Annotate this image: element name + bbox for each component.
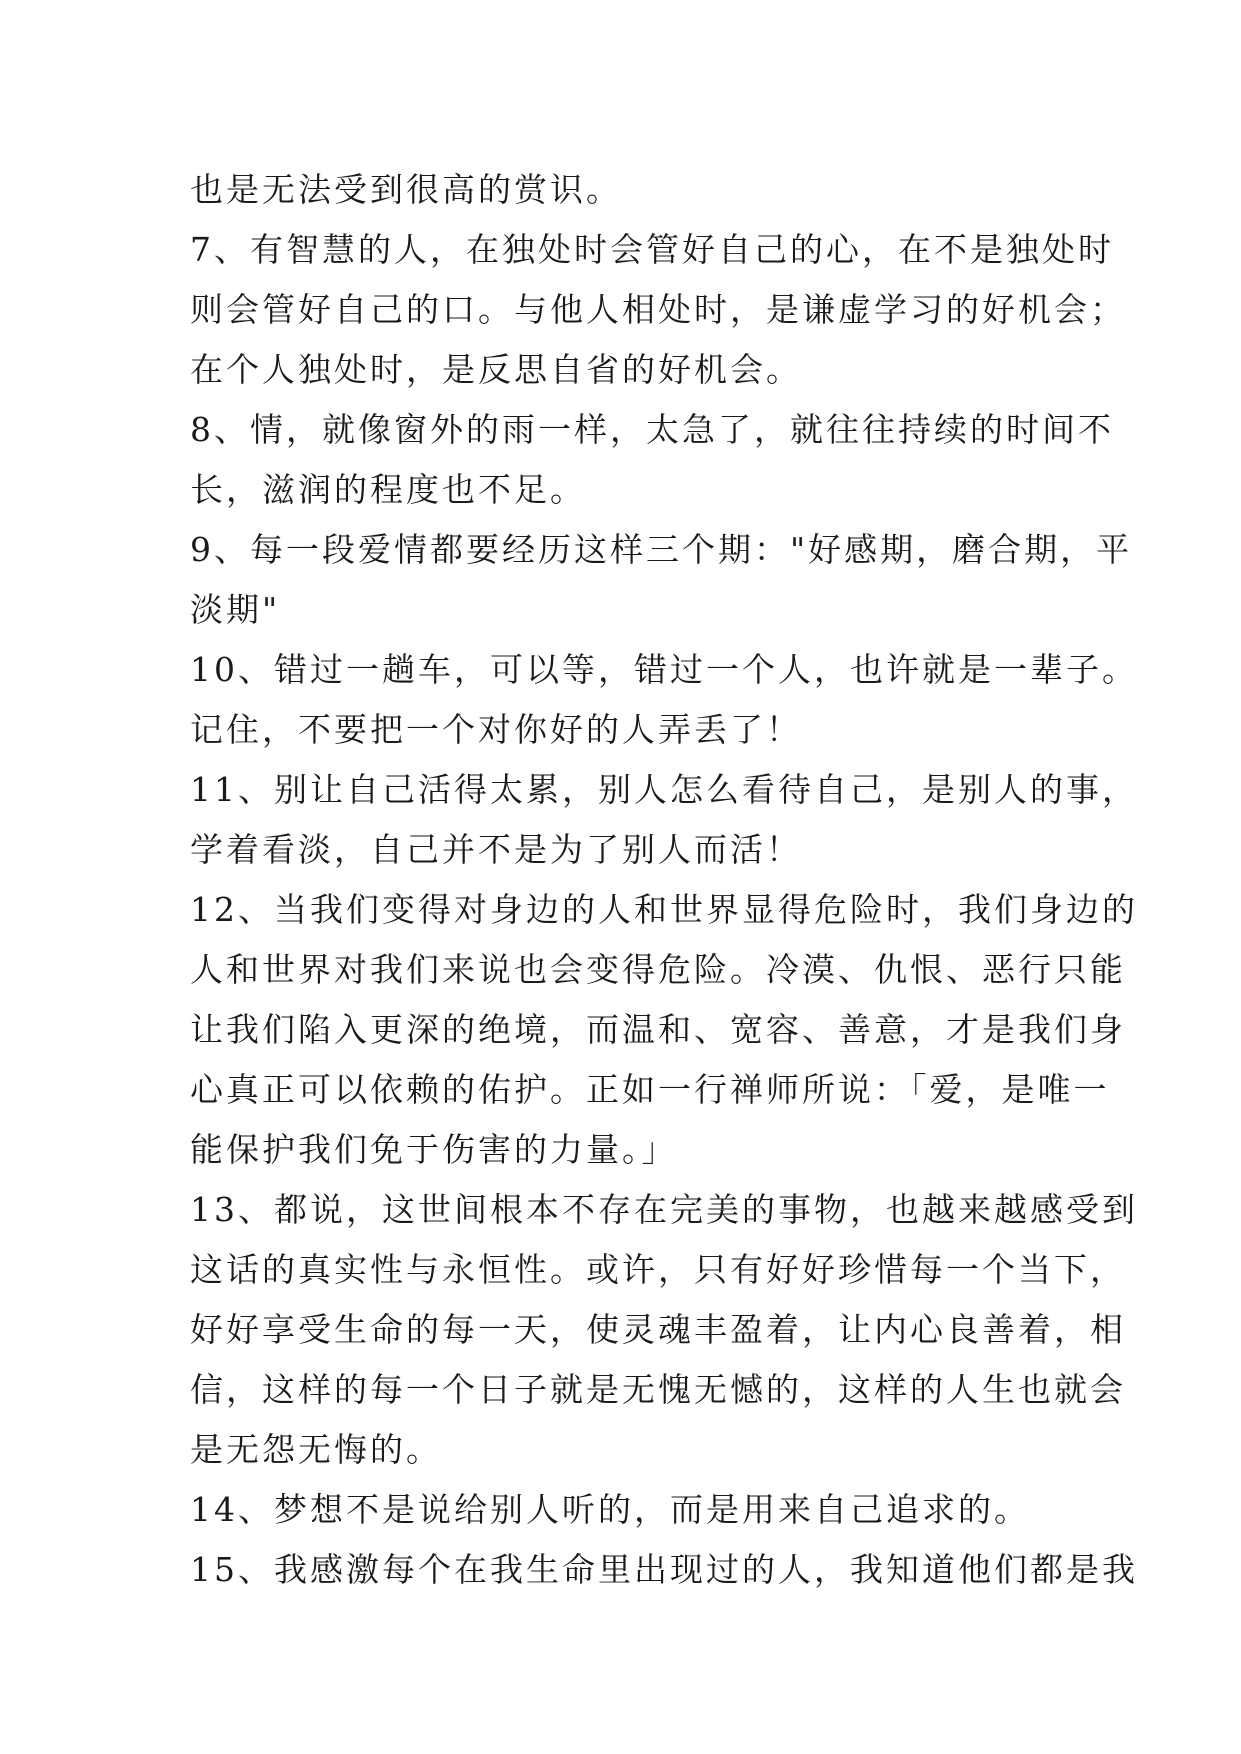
text-line: 能保护我们免于伤害的力量。」 [190,1130,678,1169]
text-line: 淡期" [190,590,281,629]
text-line: 在个人独处时，是反思自省的好机会。 [190,350,802,389]
text-line: 11、别让自己活得太累，别人怎么看待自己，是别人的事， [190,770,1138,809]
text-line: 人和世界对我们来说也会变得危险。冷漠、仇恨、恶行只能 [190,950,1126,989]
text-line: 信，这样的每一个日子就是无愧无憾的，这样的人生也就会 [190,1370,1126,1409]
document-body [190,160,1138,1600]
text-line: 9、每一段爱情都要经历这样三个期："好感期，磨合期，平 [190,530,1133,569]
text-line: 学着看淡，自己并不是为了别人而活！ [190,830,802,869]
text-line: 10、错过一趟车，可以等，错过一个人，也许就是一辈子。 [190,650,1138,689]
text-line: 则会管好自己的口。与他人相处时，是谦虚学习的好机会； [190,290,1126,329]
text-line: 好好享受生命的每一天，使灵魂丰盈着，让内心良善着，相 [190,1310,1126,1349]
text-line: 这话的真实性与永恒性。或许，只有好好珍惜每一个当下， [190,1250,1126,1289]
text-line: 15、我感激每个在我生命里出现过的人，我知道他们都是我 [190,1550,1138,1589]
text-line: 心真正可以依赖的佑护。正如一行禅师所说：「爱，是唯一 [190,1070,1110,1109]
text-line: 长，滋润的程度也不足。 [190,470,586,509]
text-line: 7、有智慧的人，在独处时会管好自己的心，在不是独处时 [190,230,1114,269]
text-line: 8、情，就像窗外的雨一样，太急了，就往往持续的时间不 [190,410,1114,449]
text-line: 也是无法受到很高的赏识。 [190,170,622,209]
text-line: 13、都说，这世间根本不存在完美的事物，也越来越感受到 [190,1190,1138,1229]
text-line: 14、梦想不是说给别人听的，而是用来自己追求的。 [190,1490,1030,1529]
text-line: 让我们陷入更深的绝境，而温和、宽容、善意，才是我们身 [190,1010,1126,1049]
text-line: 12、当我们变得对身边的人和世界显得危险时，我们身边的 [190,890,1138,929]
text-line: 是无怨无悔的。 [190,1430,442,1469]
text-line: 记住，不要把一个对你好的人弄丢了！ [190,710,802,749]
